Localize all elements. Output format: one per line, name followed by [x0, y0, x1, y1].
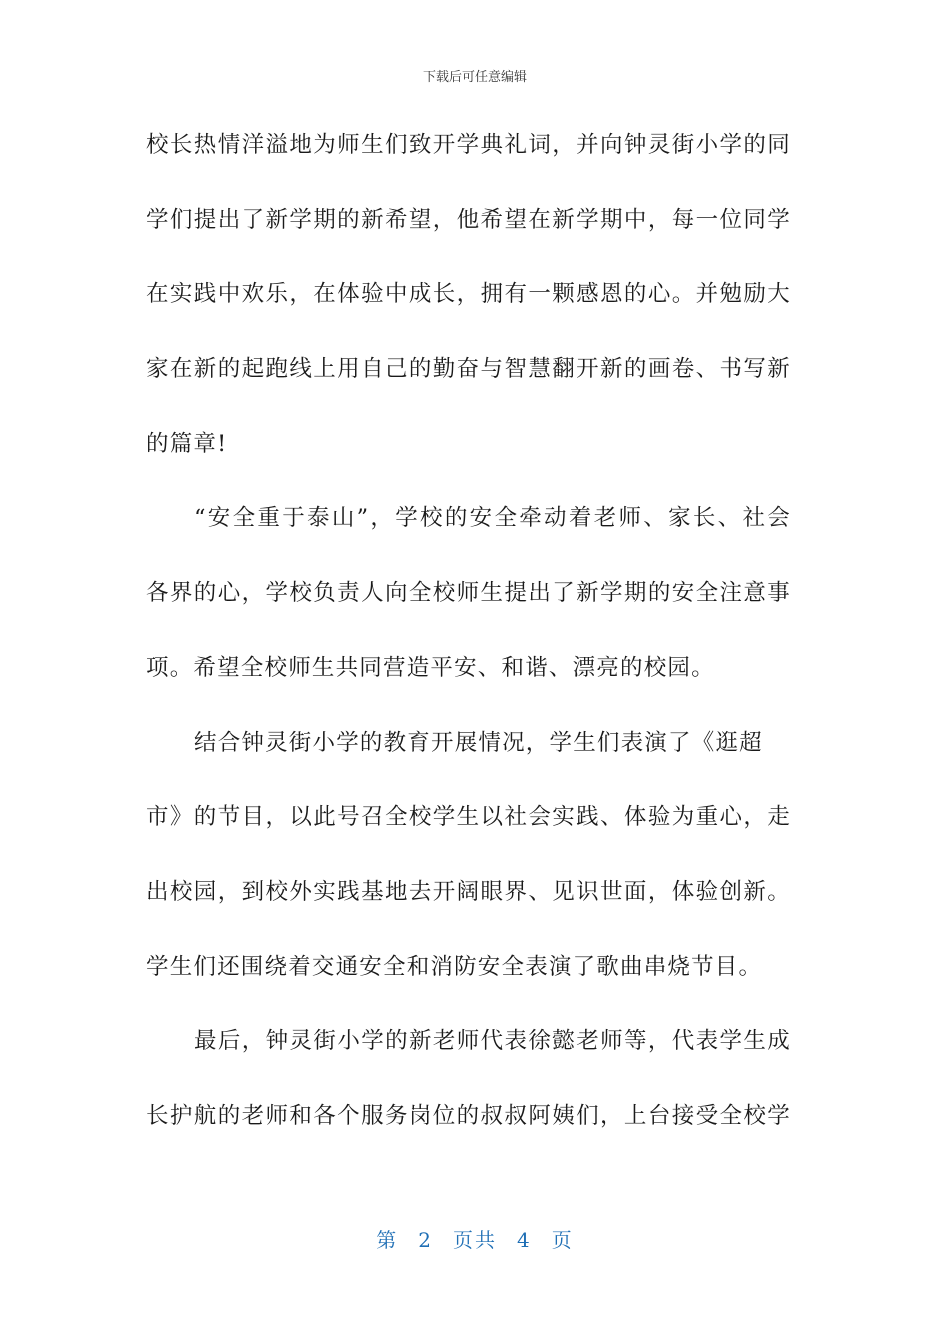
footer-middle: 页共: [453, 1228, 497, 1252]
text-line: 结合钟灵街小学的教育开展情况，学生们表演了《逛超: [194, 729, 763, 756]
text-line: 市》的节目，以此号召全校学生以社会实践、体验为重心，走: [146, 804, 791, 831]
text-line: 家在新的起跑线上用自己的勤奋与智慧翻开新的画卷、书写新: [146, 356, 791, 383]
text-line: 在实践中欢乐，在体验中成长，拥有一颗感恩的心。并勉励大: [146, 281, 791, 308]
header-note: 下载后可任意编辑: [422, 70, 527, 85]
footer-prefix: 第: [376, 1228, 399, 1252]
text-line: 项。希望全校师生共同营造平安、和谐、漂亮的校园。: [146, 654, 715, 681]
text-line: 出校园，到校外实践基地去开阔眼界、见识世面，体验创新。: [146, 878, 791, 905]
text-line: 校长热情洋溢地为师生们致开学典礼词，并向钟灵街小学的同: [146, 132, 791, 158]
text-line: 最后，钟灵街小学的新老师代表徐懿老师等，代表学生成: [194, 1028, 791, 1055]
footer-suffix: 页: [551, 1228, 574, 1252]
text-line: 各界的心，学校负责人向全校师生提出了新学期的安全注意事: [146, 580, 791, 607]
text-line: 学生们还围绕着交通安全和消防安全表演了歌曲串烧节目。: [146, 953, 763, 980]
text-line: 学们提出了新学期的新希望，他希望在新学期中，每一位同学: [146, 206, 791, 233]
document-body: [146, 126, 791, 1172]
footer-current-page: 2: [418, 1228, 433, 1252]
text-line: 的篇章!: [146, 430, 228, 457]
text-line: “安全重于泰山”，学校的安全牵动着老师、家长、社会: [194, 505, 791, 532]
text-line: 长护航的老师和各个服务岗位的叔叔阿姨们，上台接受全校学: [146, 1102, 791, 1129]
footer-total-pages: 4: [517, 1228, 532, 1252]
page-footer: [0, 1224, 950, 1253]
